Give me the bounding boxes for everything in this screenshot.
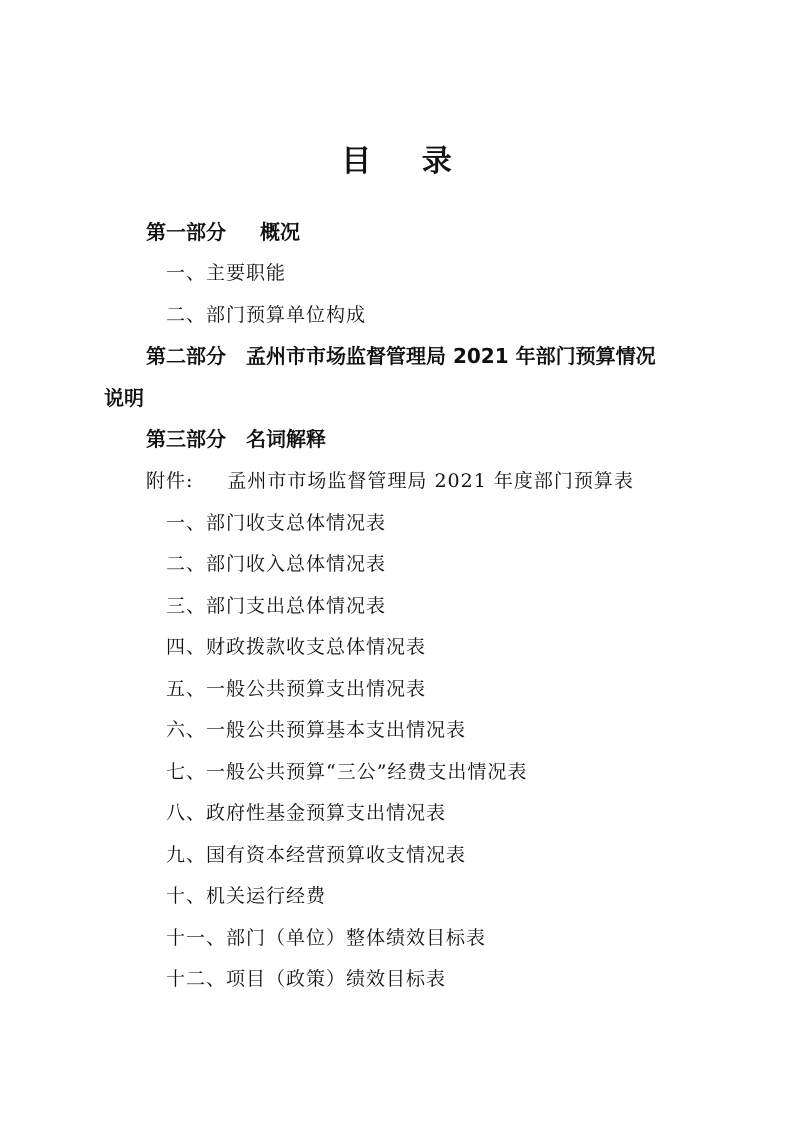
toc-item: 一、部门收支总体情况表 bbox=[166, 512, 387, 534]
toc-item: 三、部门支出总体情况表 bbox=[166, 595, 387, 617]
toc-item: 四、财政拨款收支总体情况表 bbox=[166, 636, 427, 658]
attachment-heading bbox=[146, 466, 634, 496]
part1-heading bbox=[146, 217, 300, 247]
page-title: 目 录 bbox=[341, 144, 472, 179]
part2-title-line1: 孟州市市场监督管理局 2021 年部门预算情况 bbox=[246, 344, 656, 368]
toc-item: 十、机关运行经费 bbox=[166, 885, 327, 907]
part3-title: 名词解释 bbox=[246, 427, 326, 451]
part2-label: 第二部分 bbox=[146, 344, 226, 368]
part2-title-line2: 说明 bbox=[104, 386, 144, 410]
part3-label: 第三部分 bbox=[146, 427, 226, 451]
toc-item: 九、国有资本经营预算收支情况表 bbox=[166, 844, 467, 866]
attachment-label: 附件: bbox=[146, 470, 194, 492]
toc-item: 七、一般公共预算“三公”经费支出情况表 bbox=[166, 761, 528, 783]
part2-heading bbox=[146, 341, 656, 371]
toc-item: 二、部门预算单位构成 bbox=[166, 304, 367, 326]
part1-label: 第一部分 bbox=[146, 220, 226, 244]
part1-title: 概况 bbox=[260, 220, 300, 244]
toc-item: 十一、部门（单位）整体绩效目标表 bbox=[166, 927, 487, 949]
toc-item: 二、部门收入总体情况表 bbox=[166, 553, 387, 575]
toc-item: 五、一般公共预算支出情况表 bbox=[166, 678, 427, 700]
toc-item: 八、政府性基金预算支出情况表 bbox=[166, 802, 447, 824]
toc-item: 六、一般公共预算基本支出情况表 bbox=[166, 719, 467, 741]
toc-item: 十二、项目（政策）绩效目标表 bbox=[166, 968, 447, 990]
attachment-title: 孟州市市场监督管理局 2021 年度部门预算表 bbox=[227, 470, 634, 492]
toc-item: 一、主要职能 bbox=[166, 262, 287, 284]
part3-heading bbox=[146, 424, 326, 454]
